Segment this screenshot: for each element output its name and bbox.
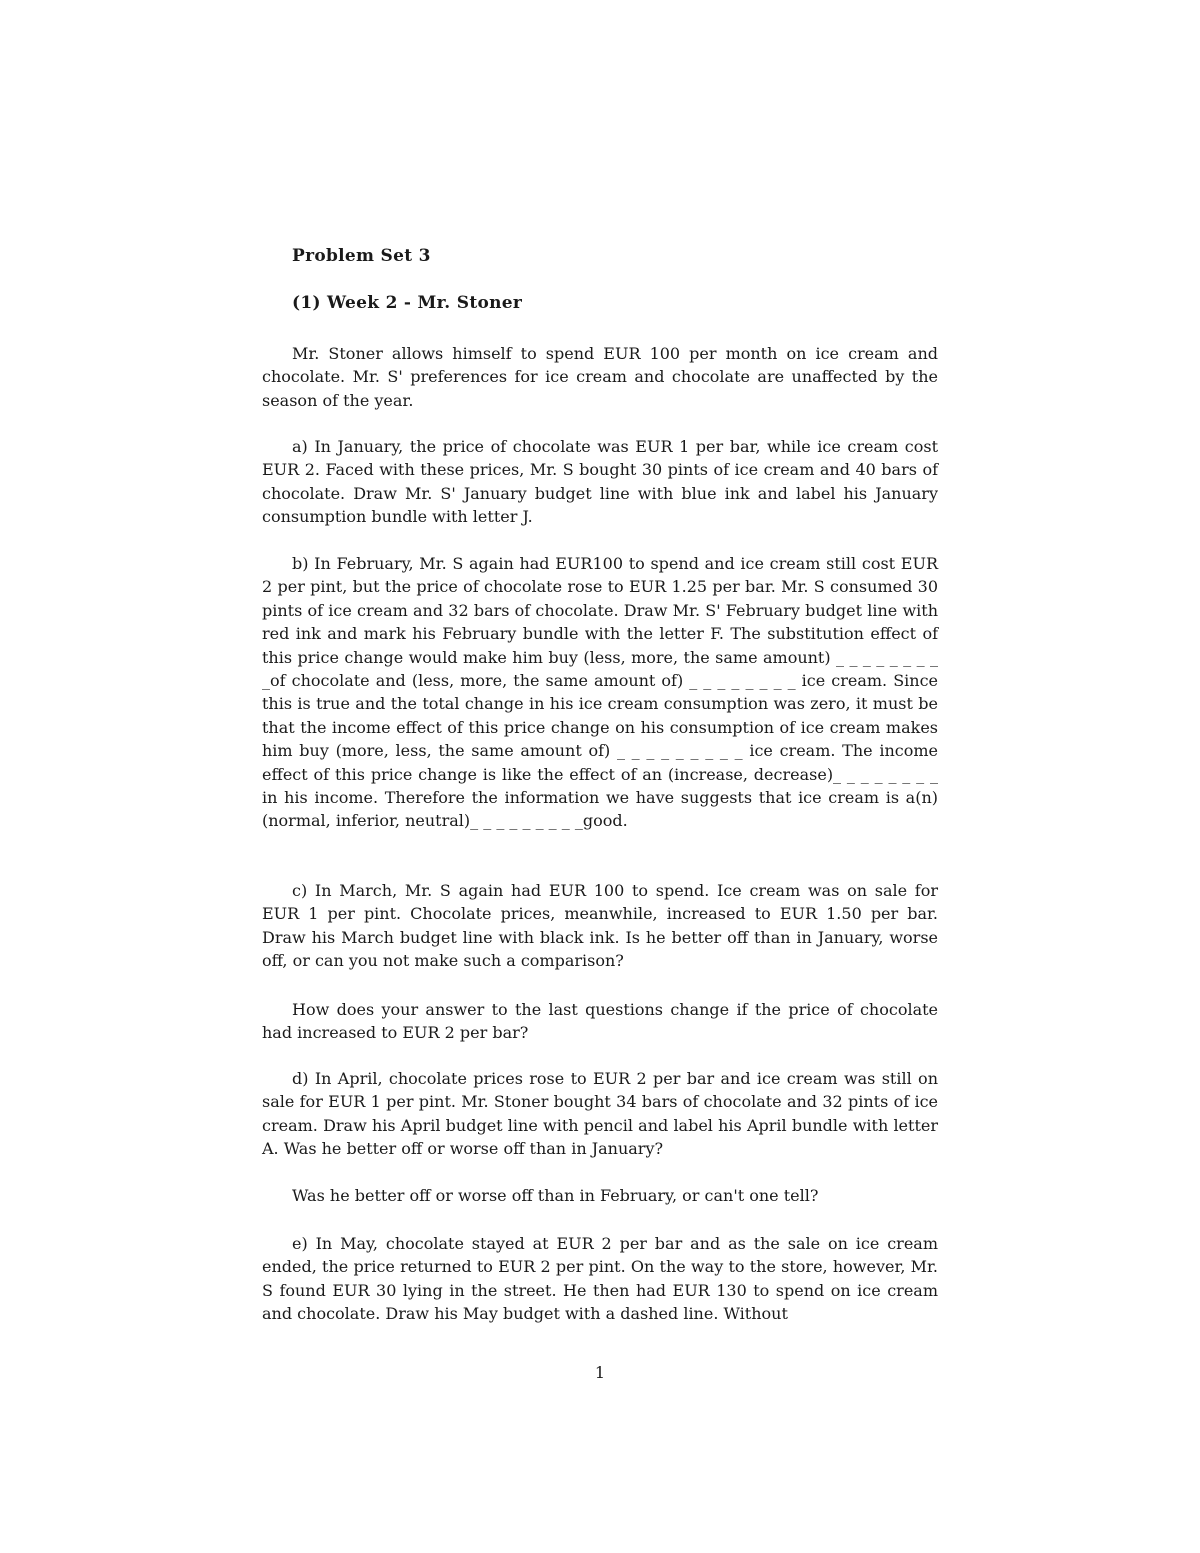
section-heading: (1) Week 2 - Mr. Stoner xyxy=(292,293,523,313)
paragraph-intro: Mr. Stoner allows himself to spend EUR 100 per month on ice cream and chocolate. Mr. S' preferences for ice cream and chocolate are unaffected by the season of the year. xyxy=(262,344,938,410)
paragraph-question-d-followup: Was he better off or worse off than in February, or can't one tell? xyxy=(292,1186,819,1205)
paragraph-question-c-followup: How does your answer to the last questions change if the price of chocolate had increased to EUR 2 per bar? xyxy=(262,1000,938,1043)
paragraph-question-b: b) In February, Mr. S again had EUR100 to spend and ice cream still cost EUR 2 per pint, but the price of chocolate rose to EUR 1.25 per bar. Mr. S consumed 30 pints of ice cream and 32 bars of chocolate. Draw Mr. S' February budget line with red ink and mark his February bundle with the letter F. The substitution effect of this price change would make him buy (less, more, the same amount) _ _ _ _ _ _ _ _ _of chocolate and (less, more, the same amount of) _ _ _ _ _ _ _ _ ice cream. Since this is true and the total change in his ice cream consumption was zero, it must be that the income effect of this price change on his consumption of ice cream makes him buy (more, less, the same amount of) _ _ _ _ _ _ _ _ _ ice cream. The income effect of this price change is like the effect of an (increase, decrease)_ _ _ _ _ _ _ _ in his income. Therefore the information we have suggests that ice cream is a(n) (normal, inferior, neutral)_ _ _ _ _ _ _ _ _good. xyxy=(262,554,938,831)
paragraph-question-d: d) In April, chocolate prices rose to EUR 2 per bar and ice cream was still on sale for EUR 1 per pint. Mr. Stoner bought 34 bars of chocolate and 32 pints of ice cream. Draw his April budget line with pencil and label his April bundle with letter A. Was he better off or worse off than in January? xyxy=(262,1069,938,1159)
paragraph-question-a: a) In January, the price of chocolate was EUR 1 per bar, while ice cream cost EUR 2. Faced with these prices, Mr. S bought 30 pints of ice cream and 40 bars of chocolate. Draw Mr. S' January budget line with blue ink and label his January consumption bundle with letter J. xyxy=(262,437,938,527)
paragraph-question-e: e) In May, chocolate stayed at EUR 2 per bar and as the sale on ice cream ended, the price returned to EUR 2 per pint. On the way to the store, however, Mr. S found EUR 30 lying in the street. He then had EUR 130 to spend on ice cream and chocolate. Draw his May budget with a dashed line. Without xyxy=(262,1234,938,1324)
page-number: 1 xyxy=(594,1363,606,1382)
document-title: Problem Set 3 xyxy=(292,246,431,266)
paragraph-question-c: c) In March, Mr. S again had EUR 100 to spend. Ice cream was on sale for EUR 1 per pint. Chocolate prices, meanwhile, increased to EUR 1.50 per bar. Draw his March budget line with black ink. Is he better off than in January, worse off, or can you not make such a comparison? xyxy=(262,881,938,971)
